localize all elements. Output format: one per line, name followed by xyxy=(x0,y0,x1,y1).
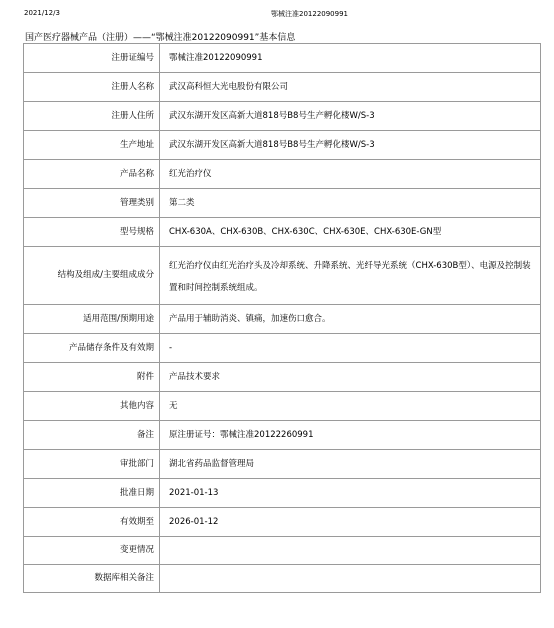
row-value: CHX-630A、CHX-630B、CHX-630C、CHX-630E、CHX-630E-GN型 xyxy=(160,218,541,247)
row-value: 产品技术要求 xyxy=(160,363,541,392)
table-row xyxy=(24,247,541,305)
table-row xyxy=(24,73,541,102)
row-label: 注册人名称 xyxy=(24,73,160,102)
print-header xyxy=(0,9,554,21)
row-label: 产品储存条件及有效期 xyxy=(24,334,160,363)
row-label: 附件 xyxy=(24,363,160,392)
table-row xyxy=(24,102,541,131)
row-value: 武汉东湖开发区高新大道818号B8号生产孵化楼W/S-3 xyxy=(160,131,541,160)
table-row xyxy=(24,392,541,421)
row-label: 批准日期 xyxy=(24,479,160,508)
row-label: 型号规格 xyxy=(24,218,160,247)
row-value: 无 xyxy=(160,392,541,421)
table-row xyxy=(24,421,541,450)
table-row xyxy=(24,44,541,73)
row-value: 产品用于辅助消炎、镇痛，加速伤口愈合。 xyxy=(160,305,541,334)
row-label: 管理类别 xyxy=(24,189,160,218)
row-label: 注册证编号 xyxy=(24,44,160,73)
row-value xyxy=(160,537,541,565)
table-row xyxy=(24,189,541,218)
row-label: 有效期至 xyxy=(24,508,160,537)
row-label: 产品名称 xyxy=(24,160,160,189)
row-value: 武汉东湖开发区高新大道818号B8号生产孵化楼W/S-3 xyxy=(160,102,541,131)
table-row xyxy=(24,450,541,479)
row-value xyxy=(160,565,541,593)
info-table xyxy=(23,43,541,593)
row-value: 2026-01-12 xyxy=(160,508,541,537)
row-label: 适用范围/预期用途 xyxy=(24,305,160,334)
table-row xyxy=(24,305,541,334)
row-value: 2021-01-13 xyxy=(160,479,541,508)
row-value: 第二类 xyxy=(160,189,541,218)
table-row xyxy=(24,131,541,160)
row-label: 变更情况 xyxy=(24,537,160,565)
table-row xyxy=(24,508,541,537)
row-label: 生产地址 xyxy=(24,131,160,160)
row-label: 注册人住所 xyxy=(24,102,160,131)
row-label: 审批部门 xyxy=(24,450,160,479)
row-value: 原注册证号：鄂械注准20122260991 xyxy=(160,421,541,450)
row-label: 备注 xyxy=(24,421,160,450)
print-date: 2021/12/3 xyxy=(24,9,60,17)
table-row xyxy=(24,479,541,508)
table-row xyxy=(24,565,541,593)
row-value: 湖北省药品监督管理局 xyxy=(160,450,541,479)
row-value: - xyxy=(160,334,541,363)
row-value xyxy=(160,247,541,305)
row-label: 其他内容 xyxy=(24,392,160,421)
page-title: 国产医疗器械产品（注册）——“鄂械注准20122090991”基本信息 xyxy=(25,33,296,43)
table-row xyxy=(24,363,541,392)
table-row xyxy=(24,537,541,565)
row-value-text: 红光治疗仪由红光治疗头及冷却系统、升降系统、光纤导光系统（CHX-630B型）、电源及控制装置和时间控制系统组成。 xyxy=(169,260,531,293)
row-label: 结构及组成/主要组成成分 xyxy=(24,247,160,305)
row-label: 数据库相关备注 xyxy=(24,565,160,593)
table-row xyxy=(24,334,541,363)
row-value: 鄂械注准20122090991 xyxy=(160,44,541,73)
print-title: 鄂械注准20122090991 xyxy=(271,10,348,18)
table-row xyxy=(24,218,541,247)
row-value: 红光治疗仪 xyxy=(160,160,541,189)
table-row xyxy=(24,160,541,189)
row-value: 武汉高科恒大光电股份有限公司 xyxy=(160,73,541,102)
